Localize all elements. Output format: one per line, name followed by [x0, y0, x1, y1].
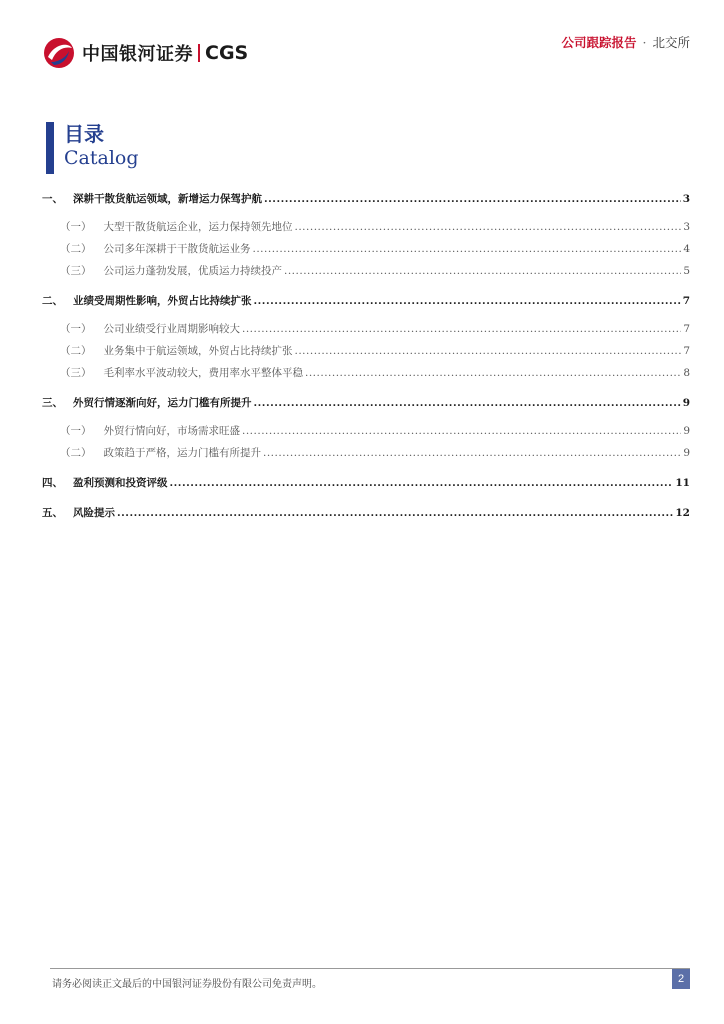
header-separator: · — [642, 35, 647, 50]
toc-entry-number: 四、 — [42, 477, 63, 489]
toc-entry-number: （一） — [60, 221, 92, 233]
toc-entry-page: 7 — [683, 345, 690, 357]
toc-section-entry[interactable] — [42, 472, 690, 494]
toc-leader-dots — [170, 472, 674, 494]
toc-entry-page: 7 — [683, 323, 690, 335]
page-number-badge: 2 — [672, 969, 690, 989]
toc-entry-page: 9 — [683, 425, 690, 437]
toc-subsection-entry[interactable] — [42, 216, 690, 238]
toc-entry-title: 外贸行情向好，市场需求旺盛 — [103, 425, 240, 437]
toc-entry-title: 盈利预测和投资评级 — [73, 477, 168, 489]
toc-entry-title: 风险提示 — [73, 507, 115, 519]
toc-leader-dots — [305, 362, 681, 384]
toc-subsection-entry[interactable] — [42, 362, 690, 384]
toc-section-entry[interactable] — [42, 502, 690, 524]
toc-entry-number: 五、 — [42, 507, 63, 519]
toc-subsection-entry[interactable] — [42, 318, 690, 340]
toc-entry-title: 业务集中于航运领域，外贸占比持续扩张 — [103, 345, 293, 357]
toc-leader-dots — [253, 238, 682, 260]
toc-leader-dots — [242, 420, 681, 442]
toc-entry-title: 毛利率水平波动较大，费用率水平整体平稳 — [103, 367, 303, 379]
toc-entry-number: （三） — [60, 265, 92, 277]
footer-divider — [50, 968, 690, 969]
toc-entry-number: （一） — [60, 323, 92, 335]
toc-leader-dots — [284, 260, 681, 282]
toc-section-entry[interactable] — [42, 188, 690, 210]
logo-divider — [198, 44, 200, 62]
title-accent-bar — [46, 122, 54, 174]
toc-entry-page: 9 — [683, 447, 690, 459]
toc-subsection-entry[interactable] — [42, 260, 690, 282]
toc-leader-dots — [242, 318, 681, 340]
toc-entry-number: （二） — [60, 345, 92, 357]
toc-leader-dots — [254, 290, 681, 312]
toc-entry-page: 3 — [683, 221, 690, 233]
toc-entry-number: （二） — [60, 447, 92, 459]
toc-subsection-entry[interactable] — [42, 442, 690, 464]
toc-leader-dots — [263, 442, 681, 464]
toc-entry-page: 3 — [682, 193, 690, 205]
toc-entry-page: 5 — [683, 265, 690, 277]
report-type-label — [561, 33, 690, 51]
toc-leader-dots — [295, 340, 682, 362]
company-logo — [42, 36, 248, 70]
exchange-name: 北交所 — [652, 35, 690, 50]
galaxy-logo-icon — [42, 36, 76, 70]
toc-entry-number: （二） — [60, 243, 92, 255]
toc-entry-number: 三、 — [42, 397, 63, 409]
toc-section-entry[interactable] — [42, 392, 690, 414]
toc-entry-title: 外贸行情逐渐向好，运力门槛有所提升 — [73, 397, 252, 409]
toc-entry-title: 政策趋于严格，运力门槛有所提升 — [103, 447, 261, 459]
toc-entry-title: 业绩受周期性影响，外贸占比持续扩张 — [73, 295, 252, 307]
logo-chinese-name: 中国银河证券 — [82, 44, 193, 65]
toc-subsection-entry[interactable] — [42, 340, 690, 362]
toc-leader-dots — [295, 216, 682, 238]
toc-leader-dots — [254, 392, 681, 414]
toc-subsection-entry[interactable] — [42, 238, 690, 260]
page-title-cn: 目录 — [64, 122, 104, 146]
toc-leader-dots — [117, 502, 673, 524]
toc-section-entry[interactable] — [42, 290, 690, 312]
toc-subsection-entry[interactable] — [42, 420, 690, 442]
toc-entry-title: 公司业绩受行业周期影响较大 — [103, 323, 240, 335]
toc-entry-number: （三） — [60, 367, 92, 379]
report-kind: 公司跟踪报告 — [561, 35, 637, 50]
table-of-contents — [42, 188, 690, 524]
toc-entry-page: 12 — [675, 507, 690, 519]
toc-entry-page: 11 — [675, 477, 690, 489]
footer-disclaimer: 请务必阅读正文最后的中国银河证券股份有限公司免责声明。 — [52, 979, 322, 990]
toc-entry-number: 二、 — [42, 295, 63, 307]
toc-entry-page: 8 — [683, 367, 690, 379]
toc-entry-page: 4 — [683, 243, 690, 255]
toc-entry-title: 大型干散货航运企业，运力保持领先地位 — [103, 221, 293, 233]
toc-entry-title: 公司运力蓬勃发展，优质运力持续投产 — [103, 265, 282, 277]
toc-entry-page: 9 — [682, 397, 690, 409]
toc-entry-title: 公司多年深耕于干散货航运业务 — [103, 243, 251, 255]
toc-entry-page: 7 — [682, 295, 690, 307]
logo-english-name: CGS — [205, 42, 249, 64]
toc-leader-dots — [264, 188, 681, 210]
toc-entry-title: 深耕干散货航运领域，新增运力保驾护航 — [73, 193, 262, 205]
page-title-en: Catalog — [64, 147, 139, 169]
toc-entry-number: 一、 — [42, 193, 63, 205]
toc-entry-number: （一） — [60, 425, 92, 437]
